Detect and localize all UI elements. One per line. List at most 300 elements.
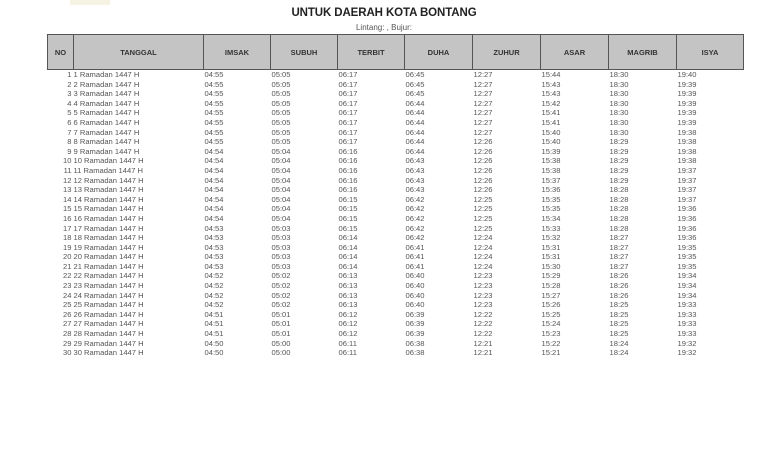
cell-imsak: 04:55 — [204, 89, 224, 99]
cell-imsak: 04:50 — [204, 338, 224, 348]
cell-subuh: 05:04 — [271, 194, 291, 204]
cell-magrib: 18:28 — [609, 223, 629, 233]
cell-tanggal: 25 Ramadan 1447 H — [73, 300, 144, 310]
cell-no: 7 — [67, 127, 72, 137]
cell-tanggal: 19 Ramadan 1447 H — [73, 242, 144, 252]
cell-imsak: 04:54 — [204, 213, 224, 223]
cell-no: 25 — [63, 300, 72, 310]
cell-isya: 19:36 — [677, 213, 697, 223]
cell-no: 28 — [63, 329, 72, 339]
cell-duha: 06:41 — [405, 252, 425, 262]
cell-subuh: 05:03 — [271, 233, 291, 243]
cell-isya: 19:36 — [677, 223, 697, 233]
cell-magrib: 18:25 — [609, 319, 629, 329]
cell-isya: 19:33 — [677, 300, 697, 310]
cell-no: 2 — [67, 79, 72, 89]
cell-no: 29 — [63, 338, 72, 348]
cell-asar: 15:35 — [541, 194, 561, 204]
table-row — [48, 108, 744, 118]
cell-magrib: 18:30 — [609, 89, 629, 99]
cell-asar: 15:36 — [541, 185, 561, 195]
cell-magrib: 18:30 — [609, 70, 629, 79]
table-row — [48, 147, 744, 157]
table-row — [48, 89, 744, 99]
cell-no: 15 — [63, 204, 72, 214]
cell-terbit: 06:16 — [338, 156, 358, 166]
page-title: UNTUK DAERAH KOTA BONTANG — [291, 7, 477, 19]
cell-zuhur: 12:27 — [473, 127, 493, 137]
cell-terbit: 06:16 — [338, 165, 358, 175]
cell-no: 17 — [63, 223, 72, 233]
cell-terbit: 06:17 — [338, 108, 358, 118]
cell-imsak: 04:54 — [204, 194, 224, 204]
cell-magrib: 18:27 — [609, 261, 629, 271]
cell-tanggal: 12 Ramadan 1447 H — [73, 175, 144, 185]
cell-tanggal: 20 Ramadan 1447 H — [73, 252, 144, 262]
table-row — [48, 281, 744, 291]
cell-imsak: 04:55 — [204, 70, 224, 79]
cell-magrib: 18:29 — [609, 156, 629, 166]
cell-subuh: 05:04 — [271, 185, 291, 195]
header-imsak: IMSAK — [204, 35, 271, 70]
cell-tanggal: 15 Ramadan 1447 H — [73, 204, 144, 214]
cell-duha: 06:42 — [405, 213, 425, 223]
cell-imsak: 04:51 — [204, 319, 224, 329]
cell-magrib: 18:26 — [609, 290, 629, 300]
cell-duha: 06:44 — [405, 98, 425, 108]
cell-duha: 06:44 — [405, 146, 425, 156]
cell-magrib: 18:30 — [609, 108, 629, 118]
cell-isya: 19:39 — [677, 89, 697, 99]
cell-asar: 15:30 — [541, 261, 561, 271]
cell-asar: 15:27 — [541, 290, 561, 300]
cell-tanggal: 17 Ramadan 1447 H — [73, 223, 144, 233]
cell-zuhur: 12:23 — [473, 281, 493, 291]
cell-duha: 06:40 — [405, 300, 425, 310]
cell-isya: 19:38 — [677, 127, 697, 137]
cell-subuh: 05:05 — [271, 108, 291, 118]
cell-subuh: 05:04 — [271, 213, 291, 223]
cell-isya: 19:37 — [677, 194, 697, 204]
cell-terbit: 06:13 — [338, 271, 358, 281]
cell-duha: 06:44 — [405, 137, 425, 147]
table-row — [48, 176, 744, 186]
table-row — [48, 195, 744, 205]
cell-magrib: 18:24 — [609, 348, 629, 358]
cell-terbit: 06:17 — [338, 137, 358, 147]
cell-imsak: 04:53 — [204, 261, 224, 271]
cell-subuh: 05:04 — [271, 156, 291, 166]
cell-terbit: 06:17 — [338, 117, 358, 127]
cell-tanggal: 9 Ramadan 1447 H — [73, 146, 140, 156]
cell-terbit: 06:12 — [338, 319, 358, 329]
cell-isya: 19:37 — [677, 175, 697, 185]
cell-imsak: 04:54 — [204, 146, 224, 156]
cell-duha: 06:41 — [405, 261, 425, 271]
cell-magrib: 18:24 — [609, 338, 629, 348]
cell-tanggal: 22 Ramadan 1447 H — [73, 271, 144, 281]
cell-asar: 15:34 — [541, 213, 561, 223]
cell-duha: 06:38 — [405, 348, 425, 358]
cell-duha: 06:39 — [405, 319, 425, 329]
cell-isya: 19:35 — [677, 242, 697, 252]
cell-zuhur: 12:27 — [473, 70, 493, 79]
cell-asar: 15:43 — [541, 79, 561, 89]
cell-asar: 15:37 — [541, 175, 561, 185]
cell-magrib: 18:29 — [609, 175, 629, 185]
cell-subuh: 05:05 — [271, 89, 291, 99]
cell-terbit: 06:15 — [338, 194, 358, 204]
cell-tanggal: 28 Ramadan 1447 H — [73, 329, 144, 339]
cell-duha: 06:44 — [405, 117, 425, 127]
cell-duha: 06:40 — [405, 271, 425, 281]
cell-zuhur: 12:25 — [473, 204, 493, 214]
cell-imsak: 04:55 — [204, 108, 224, 118]
logo-fragment — [70, 0, 110, 5]
header-magrib: MAGRIB — [609, 35, 677, 70]
cell-asar: 15:26 — [541, 300, 561, 310]
cell-isya: 19:38 — [677, 146, 697, 156]
table-row — [48, 185, 744, 195]
coordinates-subtitle: Lintang: , Bujur: — [355, 23, 413, 32]
cell-asar: 15:44 — [541, 70, 561, 79]
cell-zuhur: 12:26 — [473, 156, 493, 166]
cell-no: 20 — [63, 252, 72, 262]
cell-zuhur: 12:22 — [473, 319, 493, 329]
table-row — [48, 271, 744, 281]
cell-zuhur: 12:27 — [473, 98, 493, 108]
cell-imsak: 04:52 — [204, 290, 224, 300]
table-row — [48, 80, 744, 90]
cell-imsak: 04:51 — [204, 309, 224, 319]
cell-subuh: 05:01 — [271, 329, 291, 339]
table-body — [48, 70, 744, 358]
cell-duha: 06:42 — [405, 223, 425, 233]
cell-terbit: 06:16 — [338, 175, 358, 185]
cell-isya: 19:33 — [677, 329, 697, 339]
cell-duha: 06:43 — [405, 185, 425, 195]
cell-no: 26 — [63, 309, 72, 319]
cell-imsak: 04:55 — [204, 127, 224, 137]
cell-no: 14 — [63, 194, 72, 204]
cell-asar: 15:38 — [541, 156, 561, 166]
cell-asar: 15:42 — [541, 98, 561, 108]
cell-duha: 06:45 — [405, 79, 425, 89]
cell-duha: 06:44 — [405, 108, 425, 118]
cell-zuhur: 12:26 — [473, 175, 493, 185]
cell-tanggal: 5 Ramadan 1447 H — [73, 108, 140, 118]
cell-tanggal: 10 Ramadan 1447 H — [73, 156, 144, 166]
prayer-schedule-table — [47, 34, 744, 358]
cell-asar: 15:33 — [541, 223, 561, 233]
table-row — [48, 214, 744, 224]
cell-asar: 15:24 — [541, 319, 561, 329]
cell-imsak: 04:52 — [204, 300, 224, 310]
cell-no: 24 — [63, 290, 72, 300]
cell-magrib: 18:30 — [609, 98, 629, 108]
cell-subuh: 05:02 — [271, 281, 291, 291]
cell-duha: 06:45 — [405, 89, 425, 99]
cell-zuhur: 12:26 — [473, 146, 493, 156]
cell-zuhur: 12:27 — [473, 79, 493, 89]
cell-zuhur: 12:25 — [473, 194, 493, 204]
cell-magrib: 18:28 — [609, 194, 629, 204]
cell-imsak: 04:55 — [204, 137, 224, 147]
cell-imsak: 04:55 — [204, 79, 224, 89]
cell-duha: 06:40 — [405, 290, 425, 300]
cell-subuh: 05:01 — [271, 309, 291, 319]
table-row — [48, 166, 744, 176]
cell-zuhur: 12:22 — [473, 309, 493, 319]
cell-tanggal: 8 Ramadan 1447 H — [73, 137, 140, 147]
cell-magrib: 18:27 — [609, 233, 629, 243]
cell-terbit: 06:13 — [338, 281, 358, 291]
cell-terbit: 06:15 — [338, 213, 358, 223]
cell-asar: 15:31 — [541, 252, 561, 262]
cell-imsak: 04:52 — [204, 271, 224, 281]
table-row — [48, 70, 744, 80]
table-row — [48, 262, 744, 272]
cell-tanggal: 24 Ramadan 1447 H — [73, 290, 144, 300]
cell-tanggal: 11 Ramadan 1447 H — [73, 165, 144, 175]
table-row — [48, 118, 744, 128]
cell-isya: 19:33 — [677, 309, 697, 319]
cell-terbit: 06:14 — [338, 261, 358, 271]
table-row — [48, 339, 744, 349]
cell-tanggal: 2 Ramadan 1447 H — [73, 79, 140, 89]
cell-terbit: 06:15 — [338, 204, 358, 214]
cell-imsak: 04:50 — [204, 348, 224, 358]
cell-imsak: 04:53 — [204, 252, 224, 262]
cell-magrib: 18:26 — [609, 271, 629, 281]
cell-terbit: 06:16 — [338, 185, 358, 195]
cell-imsak: 04:54 — [204, 185, 224, 195]
cell-isya: 19:37 — [677, 185, 697, 195]
cell-terbit: 06:12 — [338, 309, 358, 319]
cell-subuh: 05:03 — [271, 242, 291, 252]
header-duha: DUHA — [405, 35, 473, 70]
cell-imsak: 04:55 — [204, 117, 224, 127]
cell-magrib: 18:30 — [609, 79, 629, 89]
cell-isya: 19:32 — [677, 348, 697, 358]
cell-subuh: 05:05 — [271, 127, 291, 137]
cell-subuh: 05:05 — [271, 98, 291, 108]
cell-terbit: 06:15 — [338, 223, 358, 233]
cell-no: 13 — [63, 185, 72, 195]
cell-duha: 06:42 — [405, 233, 425, 243]
cell-no: 1 — [67, 70, 72, 79]
cell-asar: 15:31 — [541, 242, 561, 252]
cell-isya: 19:32 — [677, 338, 697, 348]
cell-isya: 19:33 — [677, 319, 697, 329]
cell-isya: 19:34 — [677, 271, 697, 281]
cell-subuh: 05:01 — [271, 319, 291, 329]
cell-zuhur: 12:24 — [473, 233, 493, 243]
cell-imsak: 04:53 — [204, 223, 224, 233]
cell-tanggal: 4 Ramadan 1447 H — [73, 98, 140, 108]
cell-zuhur: 12:25 — [473, 213, 493, 223]
cell-no: 18 — [63, 233, 72, 243]
cell-asar: 15:43 — [541, 89, 561, 99]
cell-zuhur: 12:26 — [473, 165, 493, 175]
cell-imsak: 04:52 — [204, 281, 224, 291]
cell-isya: 19:39 — [677, 79, 697, 89]
cell-imsak: 04:54 — [204, 175, 224, 185]
cell-asar: 15:32 — [541, 233, 561, 243]
cell-zuhur: 12:23 — [473, 271, 493, 281]
cell-duha: 06:43 — [405, 175, 425, 185]
cell-imsak: 04:54 — [204, 204, 224, 214]
cell-magrib: 18:29 — [609, 137, 629, 147]
cell-tanggal: 7 Ramadan 1447 H — [73, 127, 140, 137]
cell-tanggal: 30 Ramadan 1447 H — [73, 348, 144, 358]
cell-tanggal: 13 Ramadan 1447 H — [73, 185, 144, 195]
header-terbit: TERBIT — [338, 35, 405, 70]
cell-subuh: 05:03 — [271, 252, 291, 262]
cell-isya: 19:38 — [677, 137, 697, 147]
cell-zuhur: 12:23 — [473, 300, 493, 310]
cell-tanggal: 21 Ramadan 1447 H — [73, 261, 144, 271]
header-subuh: SUBUH — [271, 35, 338, 70]
cell-terbit: 06:17 — [338, 79, 358, 89]
cell-terbit: 06:14 — [338, 252, 358, 262]
cell-duha: 06:41 — [405, 242, 425, 252]
cell-no: 4 — [67, 98, 72, 108]
cell-zuhur: 12:21 — [473, 338, 493, 348]
cell-zuhur: 12:27 — [473, 108, 493, 118]
cell-subuh: 05:00 — [271, 348, 291, 358]
cell-subuh: 05:04 — [271, 204, 291, 214]
cell-isya: 19:40 — [677, 70, 697, 79]
table-row — [48, 348, 744, 358]
cell-tanggal: 6 Ramadan 1447 H — [73, 117, 140, 127]
cell-imsak: 04:55 — [204, 98, 224, 108]
cell-asar: 15:40 — [541, 127, 561, 137]
cell-tanggal: 18 Ramadan 1447 H — [73, 233, 144, 243]
cell-subuh: 05:02 — [271, 300, 291, 310]
cell-terbit: 06:13 — [338, 290, 358, 300]
cell-subuh: 05:03 — [271, 261, 291, 271]
cell-terbit: 06:14 — [338, 233, 358, 243]
cell-subuh: 05:02 — [271, 290, 291, 300]
table-row — [48, 156, 744, 166]
cell-asar: 15:35 — [541, 204, 561, 214]
cell-no: 5 — [67, 108, 72, 118]
cell-isya: 19:38 — [677, 156, 697, 166]
cell-no: 16 — [63, 213, 72, 223]
table-row — [48, 137, 744, 147]
cell-magrib: 18:25 — [609, 300, 629, 310]
cell-no: 19 — [63, 242, 72, 252]
cell-terbit: 06:13 — [338, 300, 358, 310]
cell-subuh: 05:04 — [271, 165, 291, 175]
cell-zuhur: 12:23 — [473, 290, 493, 300]
cell-zuhur: 12:21 — [473, 348, 493, 358]
cell-terbit: 06:11 — [338, 348, 357, 358]
table-row — [48, 319, 744, 329]
cell-imsak: 04:54 — [204, 165, 224, 175]
cell-duha: 06:43 — [405, 165, 425, 175]
cell-subuh: 05:05 — [271, 70, 291, 79]
cell-tanggal: 23 Ramadan 1447 H — [73, 281, 144, 291]
cell-magrib: 18:28 — [609, 213, 629, 223]
cell-isya: 19:37 — [677, 165, 697, 175]
cell-subuh: 05:00 — [271, 338, 291, 348]
cell-duha: 06:45 — [405, 70, 425, 79]
cell-terbit: 06:17 — [338, 98, 358, 108]
header-tanggal: TANGGAL — [74, 35, 204, 70]
cell-zuhur: 12:25 — [473, 223, 493, 233]
table-row — [48, 224, 744, 234]
cell-terbit: 06:16 — [338, 146, 358, 156]
cell-subuh: 05:04 — [271, 146, 291, 156]
cell-isya: 19:34 — [677, 281, 697, 291]
cell-asar: 15:23 — [541, 329, 561, 339]
cell-duha: 06:42 — [405, 194, 425, 204]
cell-duha: 06:39 — [405, 329, 425, 339]
cell-asar: 15:22 — [541, 338, 561, 348]
cell-tanggal: 1 Ramadan 1447 H — [73, 70, 140, 79]
cell-no: 27 — [63, 319, 72, 329]
cell-imsak: 04:53 — [204, 233, 224, 243]
cell-asar: 15:41 — [541, 117, 561, 127]
cell-isya: 19:35 — [677, 261, 697, 271]
cell-asar: 15:29 — [541, 271, 561, 281]
cell-terbit: 06:14 — [338, 242, 358, 252]
cell-no: 30 — [63, 348, 72, 358]
header-zuhur: ZUHUR — [473, 35, 541, 70]
cell-magrib: 18:28 — [609, 204, 629, 214]
cell-isya: 19:39 — [677, 98, 697, 108]
cell-terbit: 06:17 — [338, 89, 358, 99]
cell-duha: 06:43 — [405, 156, 425, 166]
cell-asar: 15:39 — [541, 146, 561, 156]
cell-subuh: 05:04 — [271, 175, 291, 185]
table-row — [48, 291, 744, 301]
cell-magrib: 18:30 — [609, 127, 629, 137]
cell-subuh: 05:05 — [271, 137, 291, 147]
cell-asar: 15:41 — [541, 108, 561, 118]
cell-no: 22 — [63, 271, 72, 281]
cell-no: 8 — [67, 137, 72, 147]
table-row — [48, 128, 744, 138]
cell-asar: 15:40 — [541, 137, 561, 147]
cell-isya: 19:35 — [677, 252, 697, 262]
cell-no: 6 — [67, 117, 72, 127]
cell-imsak: 04:54 — [204, 156, 224, 166]
cell-terbit: 06:12 — [338, 329, 358, 339]
cell-no: 12 — [63, 175, 72, 185]
cell-subuh: 05:02 — [271, 271, 291, 281]
table-row — [48, 204, 744, 214]
cell-magrib: 18:30 — [609, 117, 629, 127]
cell-subuh: 05:05 — [271, 79, 291, 89]
cell-isya: 19:36 — [677, 233, 697, 243]
cell-asar: 15:21 — [541, 348, 561, 358]
cell-zuhur: 12:24 — [473, 261, 493, 271]
cell-isya: 19:36 — [677, 204, 697, 214]
cell-magrib: 18:29 — [609, 146, 629, 156]
cell-magrib: 18:29 — [609, 165, 629, 175]
table-row — [48, 310, 744, 320]
header-no: NO — [48, 35, 74, 70]
cell-terbit: 06:11 — [338, 338, 357, 348]
cell-tanggal: 26 Ramadan 1447 H — [73, 309, 144, 319]
cell-no: 23 — [63, 281, 72, 291]
cell-no: 10 — [63, 156, 72, 166]
cell-zuhur: 12:27 — [473, 117, 493, 127]
cell-duha: 06:44 — [405, 127, 425, 137]
